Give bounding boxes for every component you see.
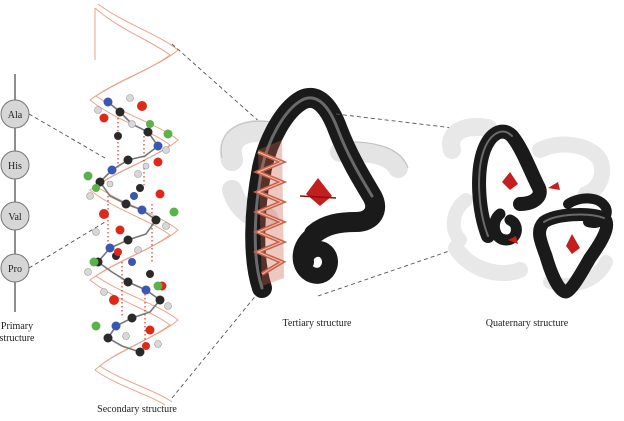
helix-atoms xyxy=(84,95,179,357)
amino-acid-label: Pro xyxy=(8,264,22,275)
quaternary-structure-caption: Quaternary structure xyxy=(485,318,569,329)
amino-acid-bead-val xyxy=(1,202,29,230)
primary-structure-caption: Primary structure xyxy=(0,321,35,344)
amino-acid-label: His xyxy=(8,161,22,172)
amino-acid-bead-his xyxy=(1,151,29,179)
tertiary-helix-ribbon xyxy=(258,140,284,286)
amino-acid-label: Val xyxy=(8,212,22,223)
amino-acid-bead-ala xyxy=(1,100,29,128)
amino-acid-label: Ala xyxy=(7,110,23,121)
oxygen-atoms xyxy=(99,101,167,350)
amino-acid-bead-pro xyxy=(1,254,29,282)
heme-group xyxy=(306,178,332,206)
tertiary-structure-model xyxy=(221,98,408,288)
primary-structure-chain xyxy=(1,74,29,312)
secondary-structure-helix xyxy=(84,4,179,405)
tertiary-structure-caption: Tertiary structure xyxy=(282,318,352,329)
backbone-bonds xyxy=(98,102,160,352)
quaternary-structure-model xyxy=(451,127,607,292)
helix-outline xyxy=(90,4,178,405)
secondary-structure-caption: Secondary structure xyxy=(97,404,177,415)
